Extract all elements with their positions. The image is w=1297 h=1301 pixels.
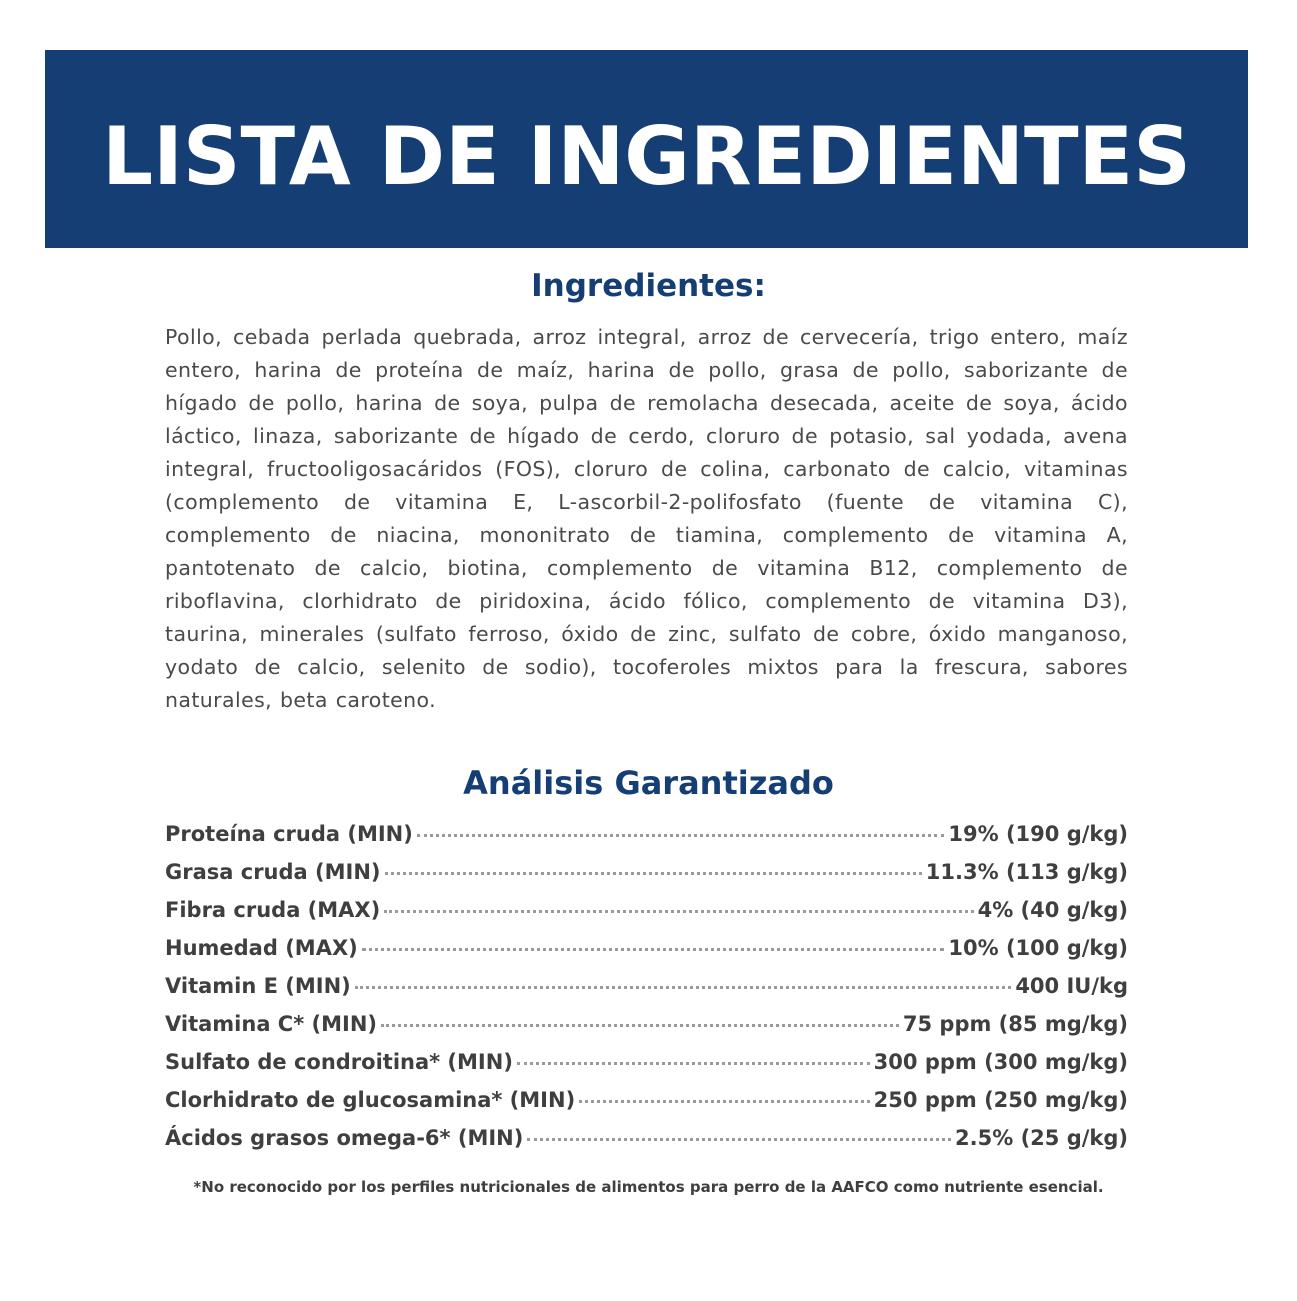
- ingredients-heading: Ingredientes:: [531, 268, 766, 304]
- analysis-label: Proteína cruda (MIN): [165, 822, 413, 846]
- analysis-label: Clorhidrato de glucosamina* (MIN): [165, 1088, 576, 1112]
- dot-leader: [355, 986, 1012, 989]
- analysis-row: [165, 1088, 1128, 1126]
- analysis-row: [165, 936, 1128, 974]
- analysis-value: 300 ppm (300 mg/kg): [873, 1050, 1128, 1074]
- analysis-row: [165, 974, 1128, 1012]
- dot-leader: [381, 1024, 899, 1027]
- dot-leader: [384, 910, 973, 913]
- analysis-value: 75 ppm (85 mg/kg): [902, 1012, 1128, 1036]
- footnote: *No reconocido por los perfiles nutricionales de alimentos para perro de la AAFCO como nutriente esencial.: [193, 1178, 1104, 1196]
- title-banner: [45, 50, 1248, 248]
- analysis-label: Fibra cruda (MAX): [165, 898, 381, 922]
- analysis-label: Vitamin E (MIN): [165, 974, 351, 998]
- analysis-value: 2.5% (25 g/kg): [955, 1126, 1128, 1150]
- analysis-row: [165, 1126, 1128, 1164]
- analysis-value: 19% (190 g/kg): [948, 822, 1128, 846]
- analysis-label: Vitamina C* (MIN): [165, 1012, 377, 1036]
- analysis-row: [165, 822, 1128, 860]
- dot-leader: [517, 1062, 870, 1065]
- dot-leader: [362, 948, 945, 951]
- analysis-row: [165, 860, 1128, 898]
- dot-leader: [385, 872, 922, 875]
- dot-leader: [579, 1100, 870, 1103]
- ingredients-paragraph: Pollo, cebada perlada quebrada, arroz integral, arroz de cervecería, trigo entero, maíz entero, harina de proteína de maíz, harina de pollo, grasa de pollo, saborizante de hígado de pollo, harina de soya, pulpa de remolacha desecada, aceite de soya, ácido láctico, linaza, saborizante de hígado de cerdo, cloruro de potasio, sal yodada, avena integral, fructooligosacáridos (FOS), cloruro de colina, carbonato de calcio, vitaminas (complemento de vitamina E, L-ascorbil-2-polifosfato (fuente de vitamina C), complemento de niacina, mononitrato de tiamina, complemento de vitamina A, pantotenato de calcio, biotina, complemento de vitamina B12, complemento de riboflavina, clorhidrato de piridoxina, ácido fólico, complemento de vitamina D3), taurina, minerales (sulfato ferroso, óxido de zinc, sulfato de cobre, óxido manganoso, yodato de calcio, selenito de sodio), tocoferoles mixtos para la frescura, sabores naturales, beta caroteno.: [165, 325, 1128, 712]
- analysis-label: Ácidos grasos omega-6* (MIN): [165, 1126, 524, 1150]
- guaranteed-analysis-list: [165, 822, 1128, 1164]
- analysis-value: 4% (40 g/kg): [977, 898, 1128, 922]
- analysis-value: 11.3% (113 g/kg): [925, 860, 1128, 884]
- analysis-row: [165, 898, 1128, 936]
- analysis-value: 10% (100 g/kg): [948, 936, 1128, 960]
- analysis-label: Sulfato de condroitina* (MIN): [165, 1050, 513, 1074]
- analysis-heading: Análisis Garantizado: [463, 764, 834, 802]
- analysis-value: 400 IU/kg: [1015, 974, 1128, 998]
- analysis-value: 250 ppm (250 mg/kg): [873, 1088, 1128, 1112]
- dot-leader: [527, 1138, 951, 1141]
- analysis-label: Humedad (MAX): [165, 936, 358, 960]
- analysis-label: Grasa cruda (MIN): [165, 860, 381, 884]
- dot-leader: [417, 834, 945, 837]
- banner-title: LISTA DE INGREDIENTES: [102, 109, 1191, 203]
- analysis-row: [165, 1050, 1128, 1088]
- analysis-row: [165, 1012, 1128, 1050]
